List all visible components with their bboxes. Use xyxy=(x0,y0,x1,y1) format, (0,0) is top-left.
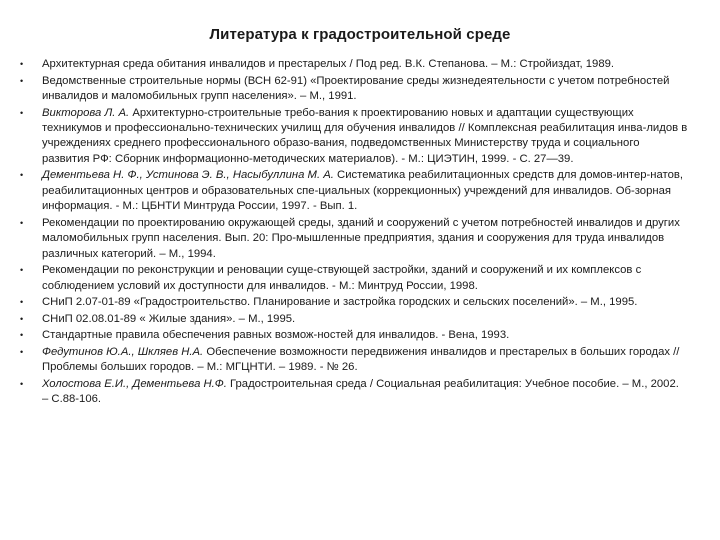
reference-author: Дементьева Н. Ф., Устинова Э. В., Насыбуллина М. А. xyxy=(42,169,334,182)
reference-text: Архитектурная среда обитания инвалидов и престарелых / Под ред. В.К. Степанова. – М.: Стройиздат, 1989. xyxy=(42,58,615,70)
bullet-icon: • xyxy=(20,107,24,118)
reference-author: Федутинов Ю.А., Шкляев Н.А. xyxy=(42,346,204,358)
bullet-icon: • xyxy=(20,313,24,324)
list-item xyxy=(20,106,688,168)
reference-text: Рекомендации по проектированию окружающей среды, зданий и сооружений с учетом потребностей инвалидов и других маломобильных групп населения. Вып. 20: Про-мышленные предприятия, здания и сооружения для труда инвалидов различных категорий. – М., 1994. xyxy=(42,216,680,260)
list-item xyxy=(20,345,688,376)
reference-text: Архитектурно-строительные требо-вания к проектированию новых и адаптации существующих техникумов и профессионально-технических училищ для обучения инвалидов // Комплексная реабилитация инва-лидов в учреждениях среднего профессионального образо-вания, подведомственных Министерству труда и социального развития РФ: Сборник информационно-методических материалов). - М.: ЦИЭТИН, 1999. - С. 27—39. xyxy=(42,106,688,165)
bullet-icon: • xyxy=(20,265,24,276)
bullet-icon: • xyxy=(20,170,24,181)
reference-text: СНиП 2.07-01-89 «Градостроительство. Планирование и застройка городских и сельских поселений». – М., 1995. xyxy=(42,296,638,309)
page-title: Литература к градостроительной среде xyxy=(209,26,511,43)
list-item xyxy=(20,216,688,262)
reference-text: Стандартные правила обеспечения равных возмож-ностей для инвалидов. - Вена, 1993. xyxy=(42,329,510,342)
reference-text: СНиП 02.08.01-89 « Жилые здания». – М., 1995. xyxy=(42,312,296,325)
list-item xyxy=(20,312,688,327)
reference-author: Холостова Е.И., Дементьева Н.Ф. xyxy=(42,378,227,390)
list-item xyxy=(20,168,688,214)
list-item xyxy=(20,74,688,105)
reference-text: Рекомендации по реконструкции и реновации суще-ствующей застройки, зданий и сооружений и их комплексов с соблюдением условий их доступности для инвалидов. - М.: Минтруд России, 1998. xyxy=(42,264,642,292)
reference-text: Ведомственные строительные нормы (ВСН 62-91) «Проектирование среды жизнедеятельности с учетом потребностей инвалидов и маломобильных групп населения». – М., 1991. xyxy=(42,74,670,102)
reference-author: Викторова Л. А. xyxy=(42,106,130,119)
bullet-icon: • xyxy=(20,75,24,86)
reference-text: Градостроительная среда / Социальная реабилитация: Учебное пособие. – М., 2002. – С.88-106. xyxy=(42,378,679,406)
reference-list xyxy=(20,57,688,409)
reference-text: Обеспечение возможности передвижения инвалидов и престарелых в больших городах // Проблемы больших городов. – М.: МГЦНТИ. – 1989. - № 26. xyxy=(42,346,680,374)
bullet-icon: • xyxy=(20,297,24,308)
bullet-icon: • xyxy=(20,347,24,357)
bullet-icon: • xyxy=(20,59,24,69)
bullet-icon: • xyxy=(20,330,24,341)
list-item xyxy=(20,328,688,343)
list-item xyxy=(20,57,688,72)
list-item xyxy=(20,377,688,408)
list-item xyxy=(20,263,688,294)
list-item xyxy=(20,295,688,310)
bullet-icon: • xyxy=(20,217,24,228)
bullet-icon: • xyxy=(20,379,24,389)
reference-text: Систематика реабилитационных средств для домов-интер-натов, реабилитационных центров и образовательных спе-циальных (коррекционных) учреждений для инвалидов. Об-зорная информация. - М.: ЦБНТИ Минтруда России, 1997. - Вып. 1. xyxy=(42,169,684,213)
